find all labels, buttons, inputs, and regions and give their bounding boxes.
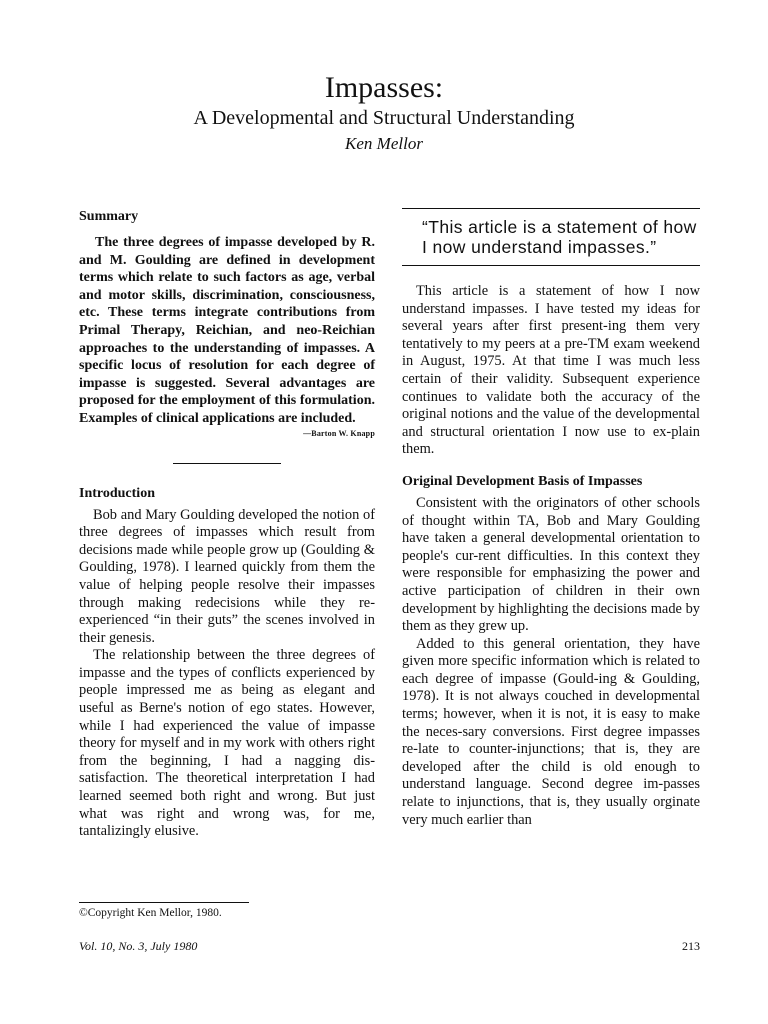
introduction-paragraph: Bob and Mary Goulding developed the notion of three degrees of impasses which result from decisions made while people grow up (Goulding & Goulding, 1978). I learned quickly from them the value of helping people resolve their impasses through making redecisions while they re-experienced “in their guts” the scenes involved in their genesis. — [79, 506, 375, 646]
article-title: Impasses: — [324, 71, 444, 104]
right-column — [402, 208, 700, 829]
original-development-heading: Original Development Basis of Impasses — [402, 473, 643, 489]
summary-text: The three degrees of impasse developed by R. and M. Goulding are defined in development terms which relate to such factors as age, verbal and motor skills, discrimination, consciousness, etc. These terms integrate contributions from Primal Therapy, Reichian, and neo-Reichian approaches to the understanding of impasses. A specific locus of resolution for each degree of impasse is suggested. Several advantages are proposed for the employment of this formulation. Examples of clinical applications are included. — [79, 235, 375, 426]
article-author: Ken Mellor — [345, 134, 423, 153]
page-number: 213 — [682, 939, 700, 953]
body-paragraph: This article is a statement of how I now understand impasses. I have tested my ideas for several years after first present-ing them very tentatively to my peers at a pre-TM exam weekend in August, 1975. At that time I was much less certain of their validity. Subsequent experience continues to validate both the accuracy of the original notions and the value of the developmental and structural orientation I now use to ex-plain them. — [402, 283, 700, 458]
body-paragraph: Added to this general orientation, they have given more specific information which is related to each degree of impasse (Gould-ing & Goulding, 1978). It is not always couched in developmental terms; however, when it is not, it is easy to make the neces-sary conversions. First degree impasses re-late to counter-injunctions; that is, they are developed after the child is old enough to understand language. Second degree im-passes relate to injunctions, that is, they usually orginate very much earlier than — [402, 635, 700, 828]
body-paragraph: Consistent with the originators of other schools of thought within TA, Bob and Mary Goulding have taken a general developmental orientation to people's cur-rent difficulties. In this context they were responsible for emphasizing the power and active participation of children in their own development by highlighting the decisions made by them as they grew up. — [402, 494, 700, 635]
left-column — [79, 208, 375, 841]
section-divider — [173, 463, 281, 464]
pullquote-text: “This article is a statement of how I now understand impasses.” — [422, 217, 697, 257]
pullquote-box — [402, 208, 700, 266]
journal-citation: Vol. 10, No. 3, July 1980 — [79, 939, 198, 953]
summary-heading: Summary — [79, 209, 139, 224]
introduction-paragraph: The relationship between the three degrees of impasse and the types of conflicts experienced by people impressed me as being as elegant and useful as Berne's notion of ego states. However, while I had experienced the value of impasse theory for myself and in my work with others right from the beginning, I had a nagging dis-satisfaction. The theoretical interpretation I had learned seemed both right and wrong. But just what was right and wrong was, for me, tantalizingly elusive. — [79, 647, 375, 840]
article-subtitle: A Developmental and Structural Understanding — [193, 107, 575, 129]
introduction-heading: Introduction — [79, 485, 155, 501]
editor-credit: —Barton W. Knapp — [303, 428, 375, 438]
copyright-footnote: ©Copyright Ken Mellor, 1980. — [79, 907, 222, 919]
footnote-divider — [79, 902, 249, 903]
